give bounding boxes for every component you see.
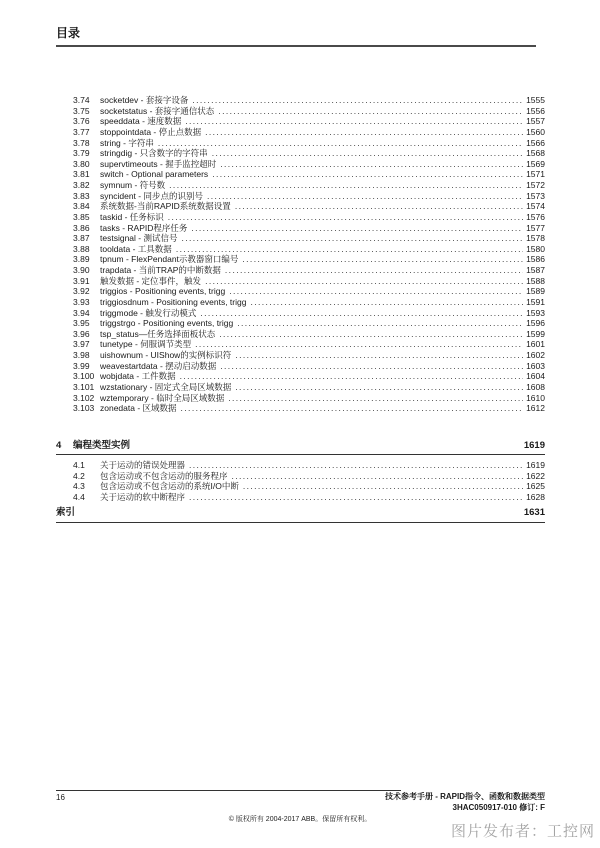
entry-number: 3.80 xyxy=(73,158,90,169)
entry-number: 3.91 xyxy=(73,275,90,286)
entry-title: socketdev - 套接字设备 xyxy=(100,95,189,105)
dot-leader xyxy=(225,265,523,275)
entry-page-number: 1571 xyxy=(526,169,545,180)
entry-page-number: 1577 xyxy=(526,222,545,233)
dot-leader xyxy=(235,350,523,360)
entry-page-number: 1574 xyxy=(526,201,545,212)
index-page-number: 1631 xyxy=(523,507,545,518)
entry-number: 3.98 xyxy=(73,350,90,360)
footer-doc-id: 3HAC050917-010 修订: F xyxy=(452,802,545,812)
entry-number: 3.76 xyxy=(73,116,90,127)
toc-row xyxy=(73,403,545,414)
dot-leader xyxy=(195,339,523,349)
dot-leader xyxy=(235,201,523,211)
entry-page-number: 1628 xyxy=(526,491,545,502)
entry-number: 3.95 xyxy=(73,318,90,329)
entry-page-number: 1604 xyxy=(526,371,545,382)
toc-row xyxy=(73,159,545,170)
section-4-entries xyxy=(56,460,545,503)
toc-row xyxy=(73,276,545,287)
entry-title: tsp_status—任务选择面板状态 xyxy=(100,328,216,339)
entry-title: 关于运动的错误处理器 xyxy=(100,460,186,470)
entry-number: 3.77 xyxy=(73,126,90,137)
entry-number: 4.1 xyxy=(73,460,85,470)
dot-leader xyxy=(176,244,523,254)
dot-leader xyxy=(250,297,523,307)
entry-page-number: 1576 xyxy=(526,211,545,222)
dot-leader xyxy=(189,492,523,502)
entry-page-number: 1603 xyxy=(526,360,545,371)
dot-leader xyxy=(229,286,523,296)
entry-title: syncident - 同步点的识别号 xyxy=(100,190,203,201)
dot-leader xyxy=(158,138,523,148)
entry-number: 3.83 xyxy=(73,190,90,201)
publisher-watermark: 图片发布者：工控网 xyxy=(450,823,595,840)
entry-page-number: 1556 xyxy=(526,105,545,116)
footer-divider xyxy=(56,790,401,791)
entry-number: 3.85 xyxy=(73,211,90,222)
dot-leader xyxy=(181,233,523,243)
entry-number: 3.97 xyxy=(73,339,90,350)
dot-leader xyxy=(212,148,523,158)
toc-row xyxy=(73,329,545,340)
dot-leader xyxy=(243,481,523,491)
dot-leader xyxy=(237,318,523,328)
entry-page-number: 1596 xyxy=(526,318,545,329)
toc-entry-list xyxy=(73,95,545,414)
dot-leader xyxy=(200,308,523,318)
entry-number: 3.82 xyxy=(73,180,90,190)
page-title: 目录 xyxy=(56,26,81,40)
entry-page-number: 1572 xyxy=(526,180,545,190)
entry-page-number: 1601 xyxy=(526,339,545,350)
toc-row xyxy=(73,471,545,482)
entry-page-number: 1566 xyxy=(526,137,545,148)
toc-row xyxy=(73,254,545,265)
entry-title: 包含运动或不包含运动的系统I/O中断 xyxy=(100,481,239,492)
dot-leader xyxy=(185,116,523,126)
toc-row xyxy=(73,127,545,138)
index-heading xyxy=(56,504,545,523)
toc-row xyxy=(73,265,545,276)
entry-title: triggios - Positioning events, trigg xyxy=(100,286,226,297)
toc-row xyxy=(73,212,545,223)
entry-page-number: 1608 xyxy=(526,381,545,392)
entry-number: 3.90 xyxy=(73,265,90,275)
entry-number: 4.4 xyxy=(73,491,85,502)
dot-leader xyxy=(219,329,523,339)
entry-title: weavestartdata - 摆动启动数据 xyxy=(100,360,217,371)
footer-page-number: 16 xyxy=(56,793,65,802)
entry-page-number: 1557 xyxy=(526,116,545,127)
toc-row xyxy=(73,244,545,255)
entry-page-number: 1619 xyxy=(526,460,545,470)
toc-row xyxy=(73,308,545,319)
entry-title: taskid - 任务标识 xyxy=(100,211,164,222)
entry-number: 3.99 xyxy=(73,360,90,371)
dot-leader xyxy=(191,223,523,233)
dot-leader xyxy=(205,127,523,137)
footer-doc-title: 技术参考手册 - RAPID指令、函数和数据类型 xyxy=(385,792,545,801)
entry-number: 3.89 xyxy=(73,254,90,265)
entry-page-number: 1599 xyxy=(526,328,545,339)
dot-leader xyxy=(181,403,524,413)
entry-title: 关于运动的软中断程序 xyxy=(100,491,186,502)
entry-title: stoppointdata - 停止点数据 xyxy=(100,126,202,137)
dot-leader xyxy=(212,169,523,179)
toc-row xyxy=(73,95,545,106)
section-page-number: 1619 xyxy=(523,440,545,451)
dot-leader xyxy=(192,95,523,105)
entry-number: 3.102 xyxy=(73,392,95,403)
entry-page-number: 1587 xyxy=(526,265,545,275)
entry-number: 3.86 xyxy=(73,222,90,233)
toc-row xyxy=(73,148,545,159)
entry-title: tooldata - 工具数据 xyxy=(100,243,172,254)
entry-page-number: 1591 xyxy=(526,296,545,307)
entry-title: uishownum - UIShow的实例标识符 xyxy=(100,350,232,360)
entry-page-number: 1568 xyxy=(526,148,545,159)
toc-row xyxy=(73,339,545,350)
dot-leader xyxy=(168,212,523,222)
entry-title: speeddata - 速度数据 xyxy=(100,116,182,127)
toc-row xyxy=(73,481,545,492)
toc-row xyxy=(73,180,545,191)
entry-page-number: 1589 xyxy=(526,286,545,297)
toc-row xyxy=(73,138,545,149)
entry-number: 3.88 xyxy=(73,243,90,254)
entry-page-number: 1569 xyxy=(526,158,545,169)
entry-number: 3.92 xyxy=(73,286,90,297)
entry-title: tpnum - FlexPendant示教器窗口编号 xyxy=(100,254,239,265)
entry-page-number: 1586 xyxy=(526,254,545,265)
section-4-heading xyxy=(56,437,545,455)
entry-number: 4.2 xyxy=(73,470,85,481)
dot-leader xyxy=(228,393,523,403)
entry-page-number: 1555 xyxy=(526,95,545,105)
dot-leader xyxy=(220,361,523,371)
toc-row xyxy=(73,492,545,503)
toc-row xyxy=(73,223,545,234)
entry-title: wzstationary - 固定式全局区域数据 xyxy=(100,381,232,392)
toc-row xyxy=(73,382,545,393)
entry-number: 3.84 xyxy=(73,201,90,212)
toc-row xyxy=(73,106,545,117)
toc-row xyxy=(73,371,545,382)
entry-page-number: 1593 xyxy=(526,307,545,318)
entry-number: 3.81 xyxy=(73,169,90,180)
dot-leader xyxy=(242,254,523,264)
toc-row xyxy=(73,393,545,404)
entry-title: triggmode - 触发行动模式 xyxy=(100,307,197,318)
entry-page-number: 1578 xyxy=(526,233,545,244)
toc-row xyxy=(73,169,545,180)
entry-number: 4.3 xyxy=(73,481,85,492)
entry-page-number: 1560 xyxy=(526,126,545,137)
entry-page-number: 1622 xyxy=(526,470,545,481)
entry-number: 3.101 xyxy=(73,381,95,392)
section-4-block xyxy=(56,437,545,503)
entry-title: triggstrgo - Positioning events, trigg xyxy=(100,318,234,329)
entry-title: trapdata - 当前TRAP的中断数据 xyxy=(100,265,221,275)
toc-row xyxy=(73,201,545,212)
entry-title: 系统数据-当前RAPID系统数据设置 xyxy=(100,201,231,212)
entry-number: 3.79 xyxy=(73,148,90,159)
entry-title: tunetype - 伺服调节类型 xyxy=(100,339,192,350)
dot-leader xyxy=(207,191,523,201)
toc-row xyxy=(73,350,545,361)
entry-number: 3.96 xyxy=(73,328,90,339)
entry-number: 3.103 xyxy=(73,403,95,414)
entry-title: string - 字符串 xyxy=(100,137,154,148)
dot-leader xyxy=(232,471,524,481)
entry-number: 3.75 xyxy=(73,105,90,116)
dot-leader xyxy=(218,106,523,116)
entry-page-number: 1625 xyxy=(526,481,545,492)
entry-page-number: 1602 xyxy=(526,350,545,360)
entry-title: tasks - RAPID程序任务 xyxy=(100,222,188,233)
dot-leader xyxy=(220,159,523,169)
toc-row xyxy=(73,318,545,329)
entry-title: symnum - 符号数 xyxy=(100,180,166,190)
entry-page-number: 1573 xyxy=(526,190,545,201)
entry-number: 3.78 xyxy=(73,137,90,148)
footer-copyright: © 版权所有 2004-2017 ABB。保留所有权利。 xyxy=(228,816,372,823)
toc-row xyxy=(73,286,545,297)
entry-page-number: 1580 xyxy=(526,243,545,254)
toc-row xyxy=(73,297,545,308)
section-number: 4 xyxy=(56,440,62,451)
entry-number: 3.74 xyxy=(73,95,90,105)
index-title: 索引 xyxy=(56,507,76,518)
dot-leader xyxy=(235,382,523,392)
entry-title: stringdig - 只含数字的字符串 xyxy=(100,148,208,159)
entry-title: socketstatus - 套接字通信状态 xyxy=(100,105,215,116)
entry-title: supervtimeouts - 握手监控超时 xyxy=(100,158,217,169)
entry-number: 3.94 xyxy=(73,307,90,318)
entry-title: 触发数据 - 定位事件，触发 xyxy=(100,275,202,286)
dot-leader xyxy=(180,371,523,381)
toc-row xyxy=(73,191,545,202)
toc-row xyxy=(73,460,545,471)
entry-title: zonedata - 区域数据 xyxy=(100,403,177,414)
entry-page-number: 1588 xyxy=(526,275,545,286)
entry-title: wztemporary - 临时全局区域数据 xyxy=(100,392,225,403)
toc-row xyxy=(73,361,545,372)
dot-leader xyxy=(189,460,523,470)
entry-title: testsignal - 测试信号 xyxy=(100,233,178,244)
entry-number: 3.87 xyxy=(73,233,90,244)
toc-row xyxy=(73,233,545,244)
entry-title: 包含运动或不包含运动的服务程序 xyxy=(100,470,228,481)
dot-leader xyxy=(169,180,523,190)
toc-row xyxy=(73,116,545,127)
entry-number: 3.93 xyxy=(73,296,90,307)
entry-number: 3.100 xyxy=(73,371,95,382)
entry-page-number: 1610 xyxy=(526,392,545,403)
entry-title: wobjdata - 工件数据 xyxy=(100,371,176,382)
section-title: 编程类型实例 xyxy=(73,440,131,451)
entry-title: triggiosdnum - Positioning events, trigg xyxy=(100,296,247,307)
footer-doc-info xyxy=(385,792,545,813)
entry-title: switch - Optional parameters xyxy=(100,169,209,180)
dot-leader xyxy=(205,276,523,286)
doc-header xyxy=(56,24,536,47)
entry-page-number: 1612 xyxy=(526,403,545,414)
